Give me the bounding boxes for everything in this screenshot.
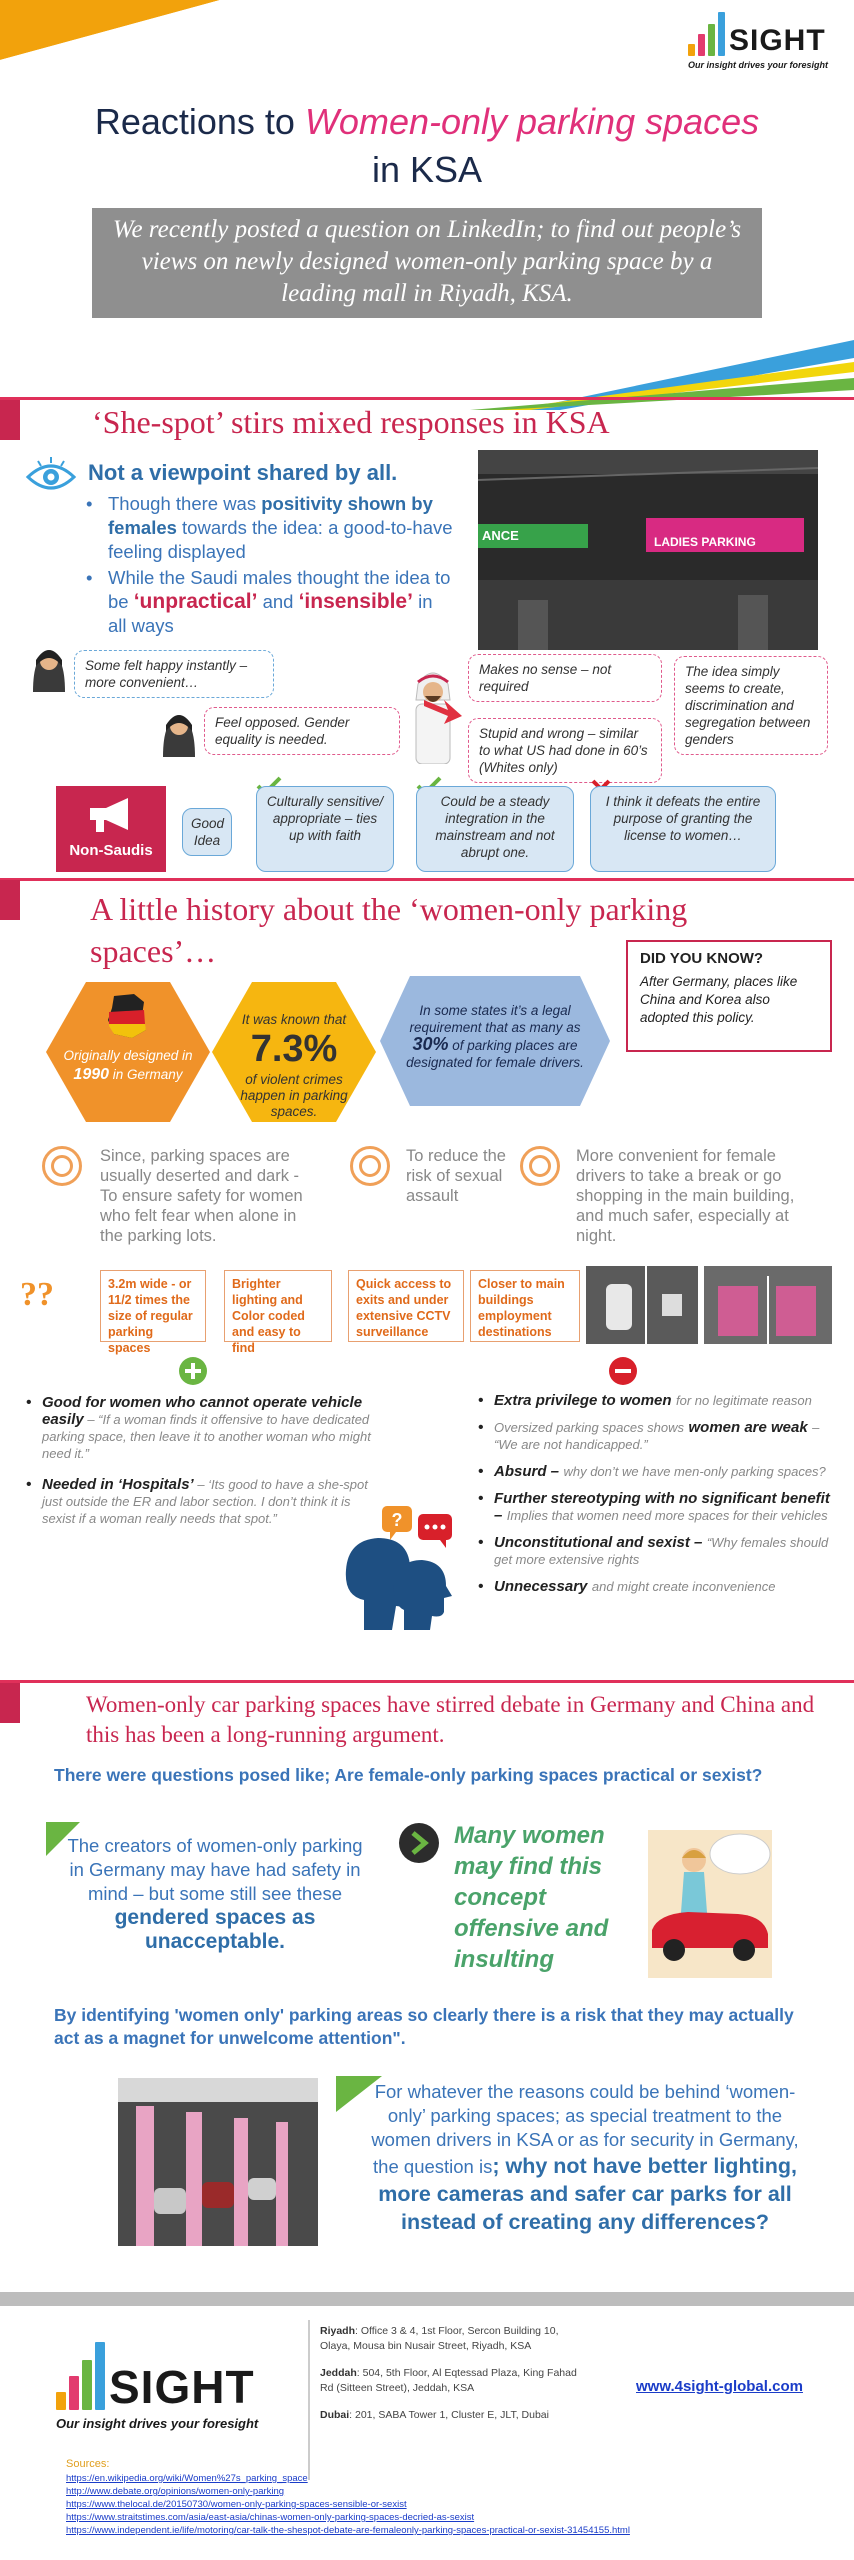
section1-title: ‘She-spot’ stirs mixed responses in KSA bbox=[92, 404, 610, 440]
down-arrow-icon bbox=[420, 696, 466, 726]
logo-tagline: Our insight drives your foresight bbox=[56, 2416, 259, 2431]
footer-bar bbox=[0, 2292, 854, 2306]
quote-female-opposed: Feel opposed. Gender equality is needed. bbox=[204, 707, 400, 755]
did-you-know-box bbox=[626, 940, 832, 1052]
section2-title: A little history about the ‘women-only parking spaces’… bbox=[90, 891, 688, 969]
reason-convenient: More convenient for female drivers to take a break or go shopping in the main building, and much safer, especially at night. bbox=[576, 1147, 795, 1245]
source-link[interactable]: http://www.debate.org/opinions/women-only-parking bbox=[66, 2486, 285, 2497]
logo-bars-icon bbox=[56, 2342, 105, 2410]
con-item: • Absurd – why don’t we have men-only parking spaces? bbox=[478, 1463, 830, 1480]
reason-safety: Since, parking spaces are usually deserted and dark - To ensure safety for women who felt fear when alone in the parking lots. bbox=[100, 1147, 303, 1245]
section1-marker bbox=[0, 400, 20, 440]
pink-parking-lot-photo bbox=[118, 2078, 318, 2246]
logo-word: SIGHT bbox=[109, 2361, 255, 2413]
section2-marker bbox=[0, 880, 20, 920]
con-item: • Unconstitutional and sexist – “Why females should get more extensive rights bbox=[478, 1534, 830, 1568]
section1-divider bbox=[0, 397, 854, 400]
megaphone-icon bbox=[84, 794, 138, 834]
quote-male-discrimination: The idea simply seems to create, discrimination and segregation between genders bbox=[674, 656, 828, 755]
diagonal-stripes bbox=[0, 300, 854, 410]
woman-car-illustration bbox=[648, 1830, 772, 1978]
non-saudis-badge: Non-Saudis bbox=[56, 786, 166, 872]
con-item: • Oversized parking spaces shows women are weak – “We are not handicapped.” bbox=[478, 1419, 830, 1453]
eye-icon bbox=[24, 455, 78, 500]
section1-heading: Not a viewpoint shared by all. bbox=[88, 460, 398, 485]
question-practical-sexist: There were questions posed like; Are female-only parking spaces practical or sexist? bbox=[54, 1765, 763, 1785]
ns-defeats-purpose: I think it defeats the entire purpose of granting the license to women… bbox=[590, 786, 776, 872]
section3-title: Women-only car parking spaces have stirred debate in Germany and China and this has been a long-running argument. bbox=[86, 1692, 815, 1747]
sources-list bbox=[66, 2472, 766, 2537]
did-you-know-title: DID YOU KNOW? bbox=[640, 950, 764, 967]
target-icon bbox=[42, 1146, 82, 1186]
source-link[interactable]: https://www.independent.ie/life/motoring/car-talk-the-shespot-debate-are-femaleonly-parking-spaces-practical-or-sexist-31454155.html bbox=[66, 2525, 630, 2536]
plus-icon bbox=[178, 1356, 208, 1391]
female-avatar-icon bbox=[28, 640, 70, 697]
closing-text: For whatever the reasons could be behind ‘women-only’ parking spaces; as special treatment to the women drivers in KSA or as for security in Germany, the question is; why not have better lighting, more cameras and safer car parks for all instead of creating any differences? bbox=[371, 2081, 799, 2234]
section2-divider bbox=[0, 878, 854, 881]
logo-word: SIGHT bbox=[729, 24, 826, 57]
cons-list bbox=[478, 1392, 830, 1605]
ns-good-idea: Good Idea bbox=[182, 808, 232, 856]
pro-item: • Needed in ‘Hospitals’ – ‘Its good to have a she-spot just outside the ER and labor section. I don’t think it is sexist if a woman really needs that spot.” bbox=[26, 1476, 378, 1527]
address-dubai: Dubai: 201, SABA Tower 1, Cluster E, JLT, Dubai bbox=[320, 2409, 549, 2421]
question-marks-icon: ?? bbox=[20, 1276, 54, 1313]
minus-icon bbox=[608, 1356, 638, 1391]
section1-bullets bbox=[86, 492, 456, 638]
feature-closer: Closer to main buildings employment destinations bbox=[470, 1270, 580, 1342]
quote-female-happy: Some felt happy instantly – more convenient… bbox=[74, 650, 274, 698]
con-item: • Unnecessary and might create inconvenience bbox=[478, 1578, 830, 1595]
violent-crimes-hexagon: It was known that 7.3% of violent crimes happen in parking spaces. bbox=[212, 982, 376, 1122]
sources-label: Sources: bbox=[66, 2458, 110, 2470]
germany-hexagon: Originally designed in 1990 in Germany bbox=[46, 982, 210, 1122]
quote-male-stupid: Stupid and wrong – similar to what US had done in 60’s (Whites only) bbox=[468, 718, 662, 783]
germany-flag-icon bbox=[104, 994, 150, 1043]
legal-requirement-hexagon: In some states it’s a legal requirement that as many as 30% of parking places are designated for female drivers. bbox=[380, 976, 610, 1106]
ns-steady-integration: Could be a steady integration in the mainstream and not abrupt one. bbox=[416, 786, 574, 872]
website-link[interactable]: www.4sight-global.com bbox=[636, 2378, 803, 2395]
corner-stripes bbox=[0, 0, 220, 80]
feature-access: Quick access to exits and under extensive CCTV surveillance bbox=[348, 1270, 464, 1342]
logo-tagline: Our insight drives your foresight bbox=[688, 60, 829, 70]
female-avatar-icon-2 bbox=[158, 705, 200, 762]
creators-text: The creators of women-only parking in Germany may have had safety in mind – but some still see these gendered spaces as unacceptable. bbox=[67, 1835, 363, 1953]
many-women-text: Many women may find this concept offensive and insulting bbox=[454, 1822, 609, 1973]
page-title: Reactions to Women-only parking spaces in KSA bbox=[94, 101, 760, 190]
discussion-heads-icon bbox=[334, 1500, 474, 1630]
footer-logo[interactable] bbox=[56, 2342, 286, 2431]
stat-value: 7.3% bbox=[250, 1028, 338, 1070]
source-link[interactable]: https://en.wikipedia.org/wiki/Women%27s_parking_space bbox=[66, 2473, 308, 2484]
target-icon-3 bbox=[520, 1146, 560, 1186]
address-jeddah: Jeddah: 504, 5th Floor, Al Eqtessad Plaza, King Fahad Rd (Sitteen Street), Jeddah, KSA bbox=[320, 2367, 577, 2394]
source-link[interactable]: https://www.straitstimes.com/asia/east-asia/chinas-women-only-parking-spaces-decried-as-sexist bbox=[66, 2512, 475, 2523]
ladies-parking-photo: ANCE LADIES PARKING bbox=[478, 450, 818, 650]
did-you-know-text: After Germany, places like China and Korea also adopted this policy. bbox=[640, 974, 798, 1025]
con-item: • Extra privilege to women for no legitimate reason bbox=[478, 1392, 830, 1409]
reason-assault: To reduce the risk of sexual assault bbox=[406, 1147, 506, 1205]
svg-text:?: ? bbox=[391, 1510, 403, 1530]
target-icon-2 bbox=[350, 1146, 390, 1186]
quote-male-nosense: Makes no sense – not required bbox=[468, 654, 662, 702]
section3-marker bbox=[0, 1683, 20, 1723]
feature-size: 3.2m wide - or 11/2 times the size of regular parking spaces bbox=[100, 1270, 206, 1342]
chevron-right-icon bbox=[398, 1822, 440, 1869]
header-logo[interactable] bbox=[688, 12, 838, 70]
parking-photo-pink bbox=[704, 1266, 832, 1344]
footer-addresses bbox=[308, 2320, 588, 2480]
pros-list bbox=[26, 1394, 378, 1537]
magnet-text: By identifying 'women only' parking areas so clearly there is a risk that they may actually act as a magnet for unwelcome attention". bbox=[54, 2005, 794, 2048]
logo-bars-icon bbox=[688, 12, 725, 56]
con-item: • Further stereotyping with no significant benefit – Implies that women need more spaces for their vehicles bbox=[478, 1490, 830, 1524]
pro-item: • Good for women who cannot operate vehicle easily – “If a woman finds it offensive to have dedicated parking space, then leave it to another woman who might need it.” bbox=[26, 1394, 378, 1462]
parking-photo-car bbox=[586, 1266, 698, 1344]
intro-text: We recently posted a question on LinkedIn; to find out people’s views on newly designed women-only parking space by a leading mall in Riyadh, KSA. bbox=[92, 208, 762, 318]
bullet-males: • While the Saudi males thought the idea to be ‘unpractical’ and ‘insensible’ in all ways bbox=[86, 567, 451, 636]
address-riyadh: Riyadh: Office 3 & 4, 1st Floor, Sercon Building 10, Olaya, Mousa bin Nusair Street, Riyadh, KSA bbox=[320, 2325, 559, 2352]
feature-lighting: Brighter lighting and Color coded and easy to find bbox=[224, 1270, 332, 1342]
ns-culturally-sensitive: Culturally sensitive/ appropriate – ties up with faith bbox=[256, 786, 394, 872]
bullet-females: • Though there was positivity shown by females towards the idea: a good-to-have feeling displayed bbox=[86, 493, 453, 562]
section3-divider bbox=[0, 1680, 854, 1683]
source-link[interactable]: https://www.thelocal.de/20150730/women-only-parking-spaces-sensible-or-sexist bbox=[66, 2499, 407, 2510]
